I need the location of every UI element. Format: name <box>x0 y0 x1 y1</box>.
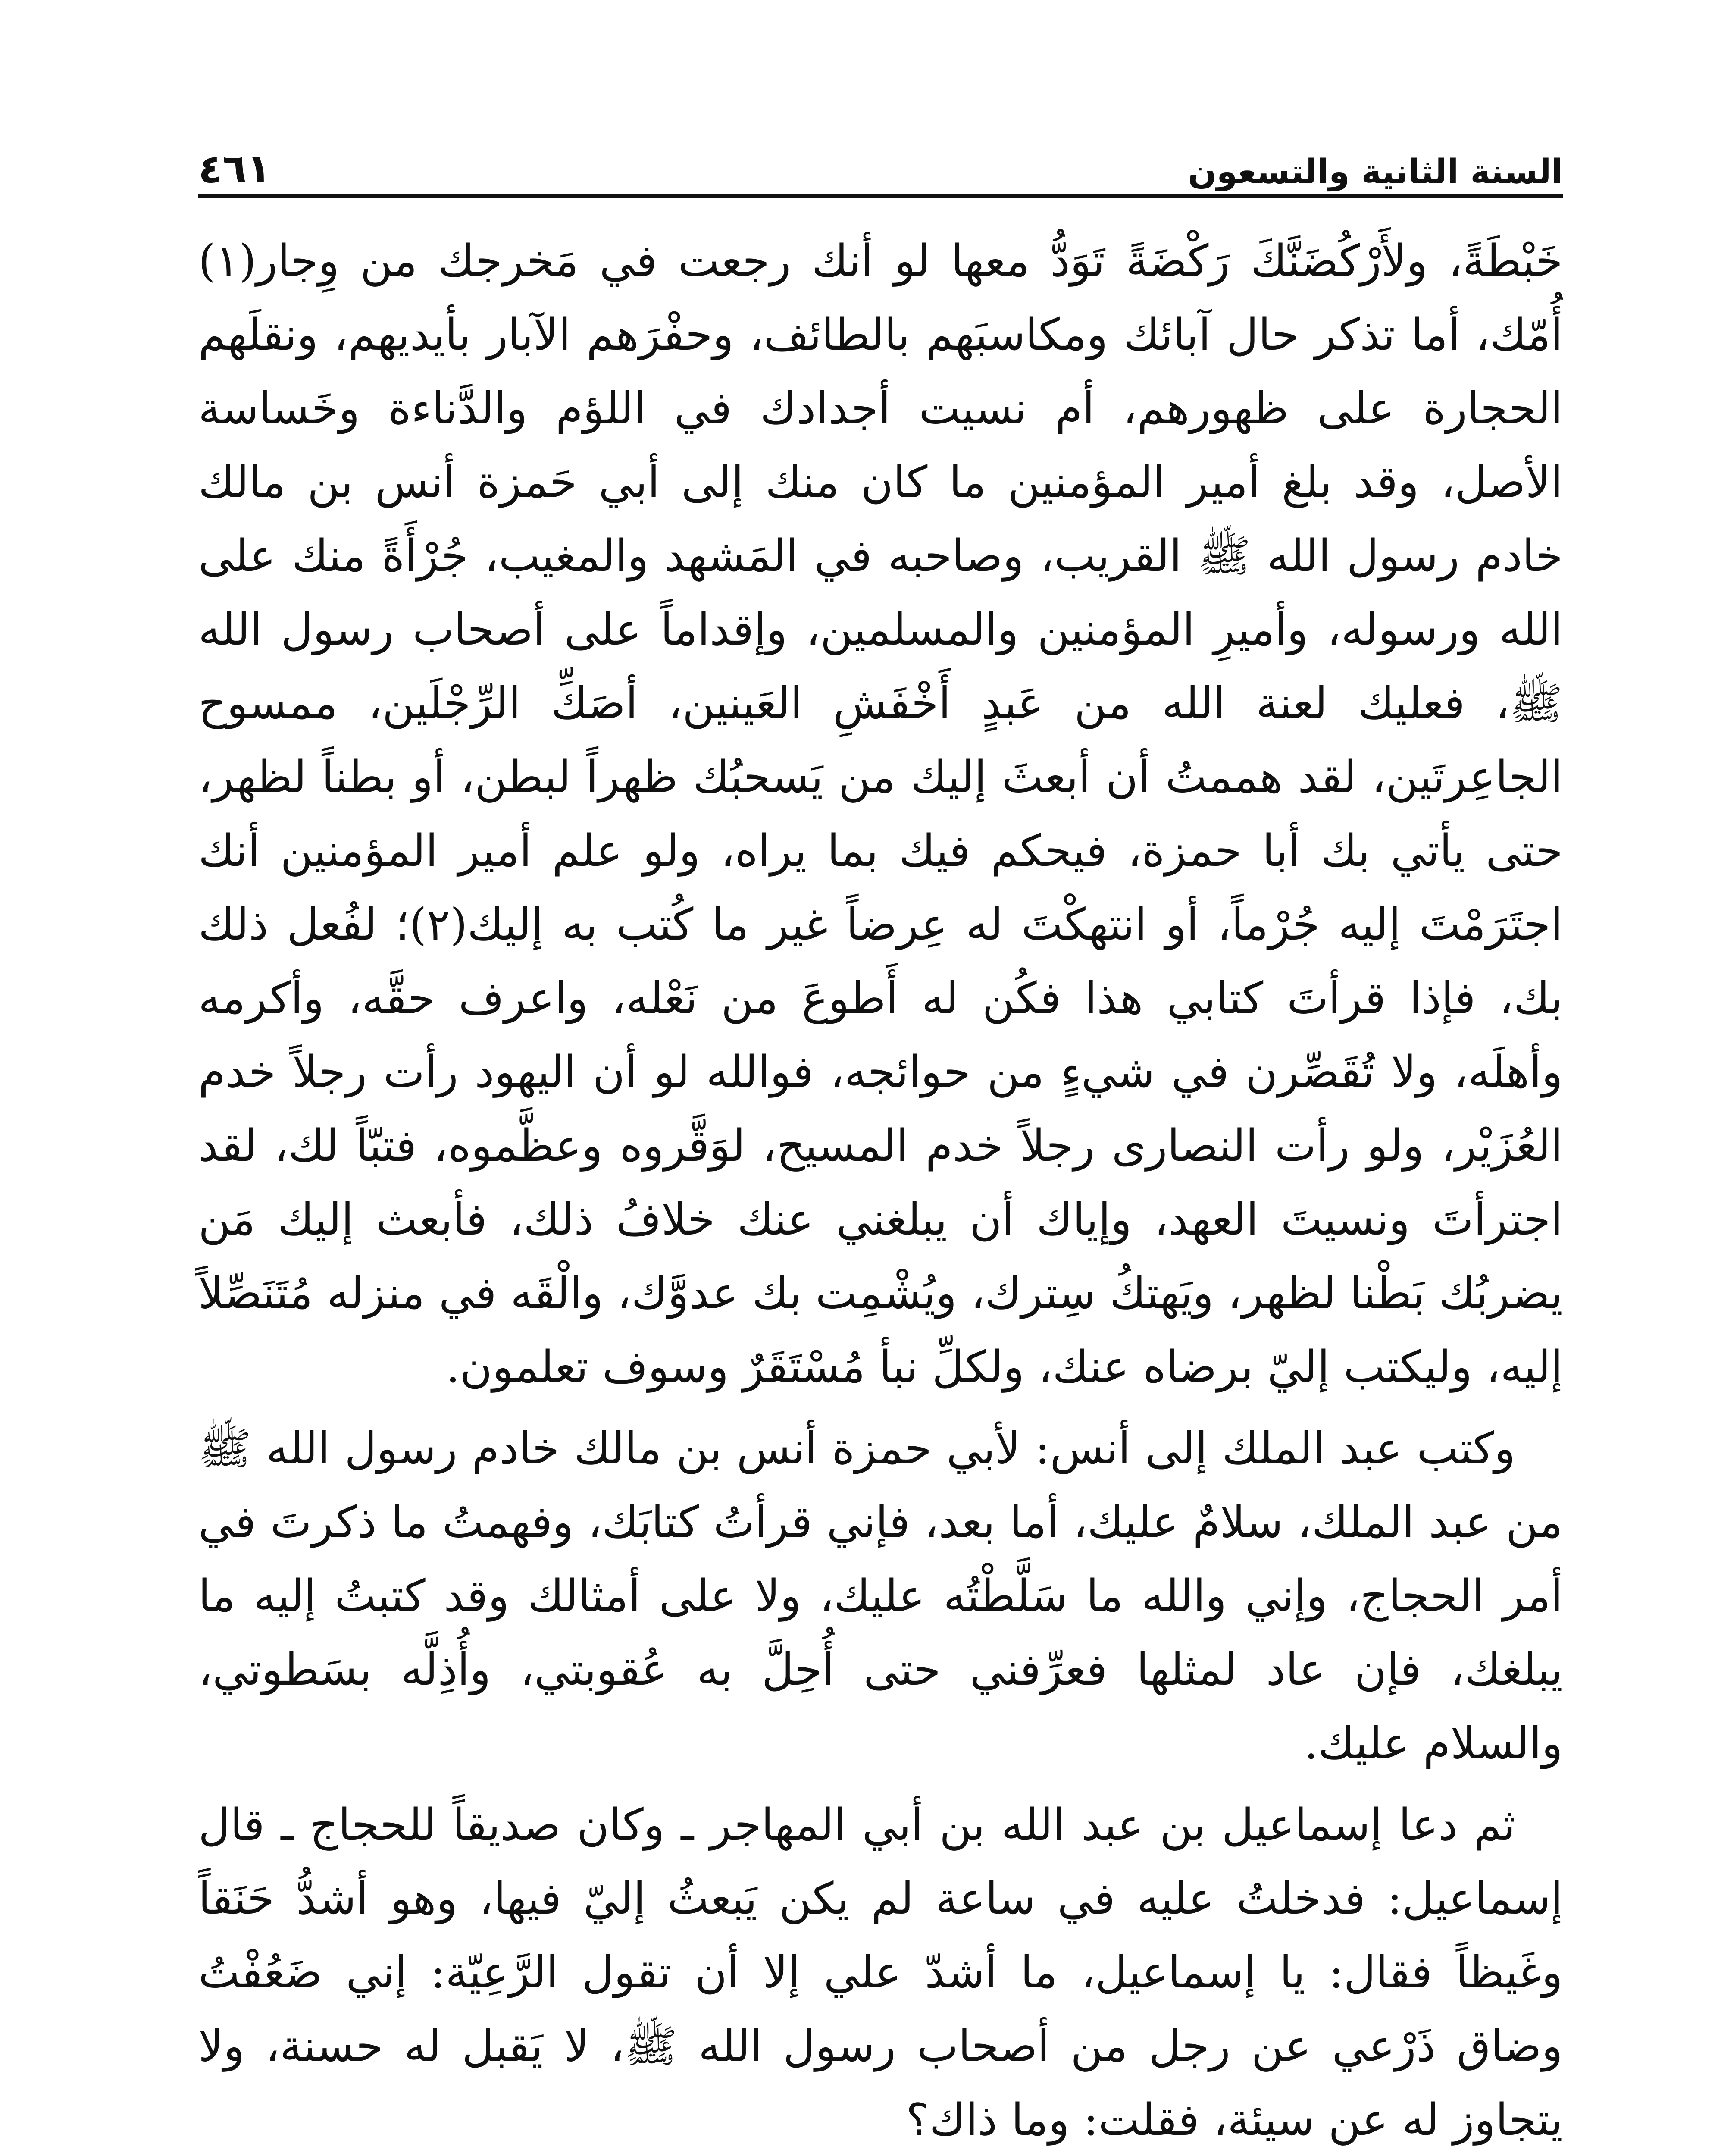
paragraph-letter-continuation: خَبْطَةً، ولأَرْكُضَنَّكَ رَكْضَةً تَوَدُّ معها لو أنك رجعت في مَخرجك من وِجار(١) أُمّك، أما تذكر حال آبائك ومكاسبَهم بالطائف، وحفْرَهم الآبار بأيديهم، ونقلَهم الحجارة على ظهورهم، أم نسيت أجدادك في اللؤم والدَّناءة وخَساسة الأصل، وقد بلغ أمير المؤمنين ما كان منك إلى أبي حَمزة أنس بن مالك خادم رسول الله ﷺ القريب، وصاحبه في المَشهد والمغيب، جُرْأَةً منك على الله ورسوله، وأميرِ المؤمنين والمسلمين، وإقداماً على أصحاب رسول الله ﷺ، فعليك لعنة الله من عَبدٍ أَخْفَشِ العَينين، أصَكِّ الرِّجْلَين، ممسوح الجاعِرتَين، لقد هممتُ أن أبعثَ إليك من يَسحبُك ظهراً لبطن، أو بطناً لظهر، حتى يأتي بك أبا حمزة، فيحكم فيك بما يراه، ولو علم أمير المؤمنين أنك اجتَرَمْتَ إليه جُرْماً، أو انتهكْتَ له عِرضاً غير ما كُتب به إليك(٢)؛ لفُعل ذلك بك، فإذا قرأتَ كتابي هذا فكُن له أَطوعَ من نَعْله، واعرف حقَّه، وأكرمه وأهلَه، ولا تُقَصِّرن في شيءٍ من حوائجه، فوالله لو أن اليهود رأت رجلاً خدم العُزَيْر، ولو رأت النصارى رجلاً خدم المسيح، لوَقَّروه وعظَّموه، فتبّاً لك، لقد اجترأتَ ونسيتَ العهد، وإياك أن يبلغني عنك خلافُ ذلك، فأبعث إليك مَن يضربُك بَطْنا لظهر، ويَهتكُ سِترك، ويُشْمِت بك عدوَّك، والْقَه في منزله مُتَنَصِّلاً إليه، وليكتب إليّ برضاه عنك، ولكلِّ نبأ مُسْتَقَرٌ وسوف تعلمون. <box>198 235 1563 1393</box>
page-number: ٤٦١ <box>198 146 271 192</box>
paragraph-abdulmalik-letter: وكتب عبد الملك إلى أنس: لأبي حمزة أنس بن مالك خادم رسول الله ﷺ من عبد الملك، سلامٌ عليك، أما بعد، فإني قرأتُ كتابَك، وفهمتُ ما ذكرتَ في أمر الحجاج، وإني والله ما سَلَّطْتُه عليك، ولا على أمثالك وقد كتبتُ إليه ما يبلغك، فإن عاد لمثلها فعرِّفني حتى أُحِلَّ به عُقوبتي، وأُذِلَّه بسَطوتي، والسلام عليك. <box>198 1423 1563 1769</box>
main-text <box>198 224 1563 2156</box>
page-header <box>198 125 1563 198</box>
paragraph-ismail: ثم دعا إسماعيل بن عبد الله بن أبي المهاجر ـ وكان صديقاً للحجاج ـ قال إسماعيل: فدخلتُ عليه في ساعة لم يكن يَبعثُ إليّ فيها، وهو أشدُّ حَنَقاً وغَيظاً فقال: يا إسماعيل، ما أشدّ علي إلا أن تقول الرَّعِيّة: إني ضَعُفْتُ وضاق ذَرْعي عن رجل من أصحاب رسول الله ﷺ، لا يَقبل له حسنة، ولا يتجاوز له عن سيئة، فقلت: وما ذاك؟ <box>198 1799 1563 2146</box>
header-rule <box>198 194 1563 198</box>
running-title: السنة الثانية والتسعون <box>1188 153 1563 191</box>
